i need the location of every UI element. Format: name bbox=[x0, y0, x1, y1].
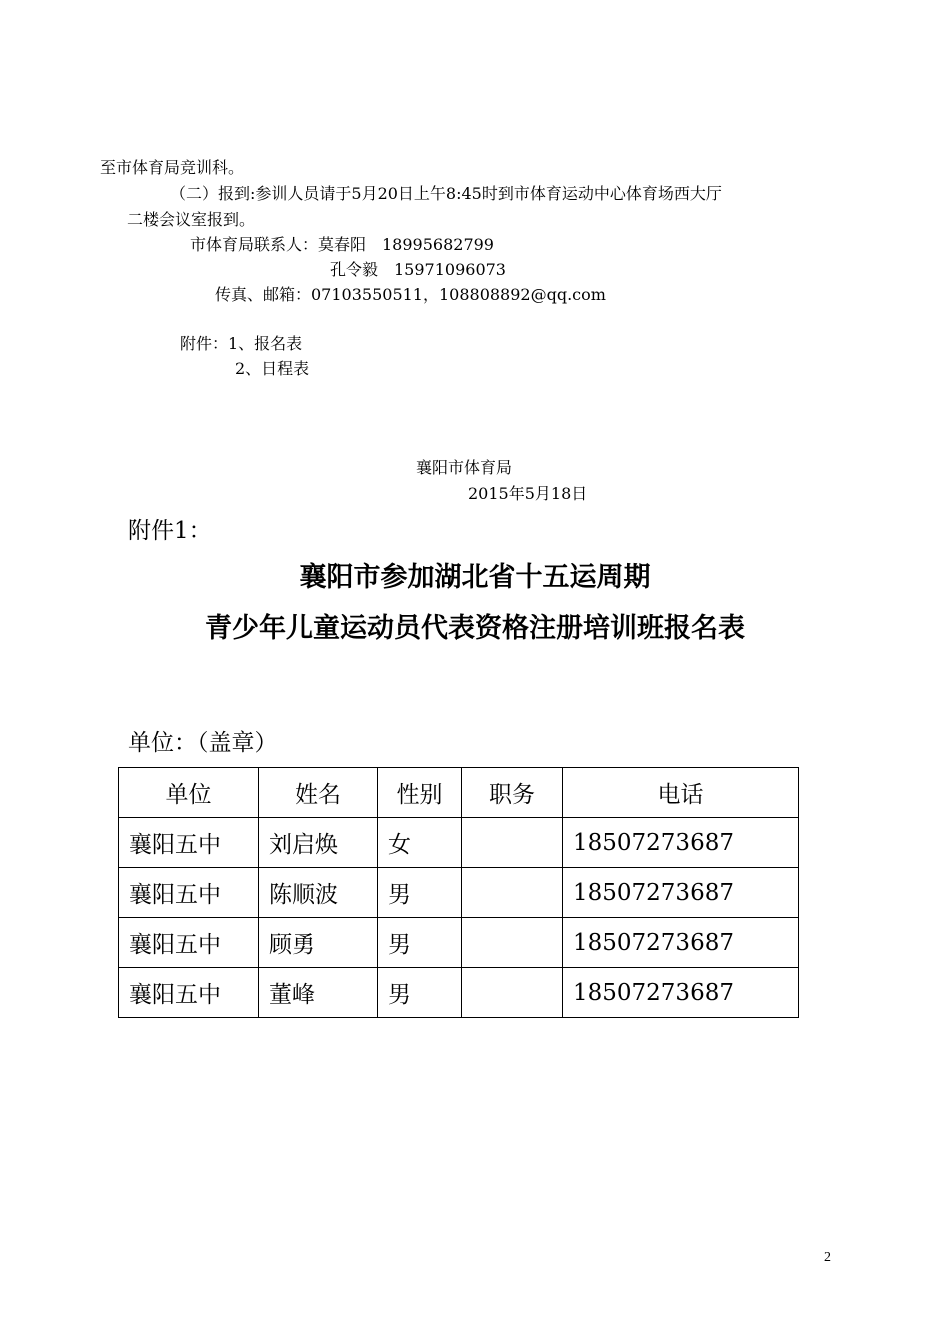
cell-gender: 女 bbox=[378, 818, 462, 868]
cell-unit: 襄阳五中 bbox=[119, 968, 259, 1018]
fax-email: 传真、邮箱：07103550511，108808892@qq.com bbox=[215, 285, 606, 304]
form-title-line-1: 襄阳市参加湖北省十五运周期 bbox=[299, 562, 651, 593]
table-row bbox=[119, 968, 799, 1018]
attachments-line-2: 2、日程表 bbox=[235, 359, 310, 378]
cell-gender: 男 bbox=[378, 868, 462, 918]
cell-unit: 襄阳五中 bbox=[119, 918, 259, 968]
cell-position bbox=[462, 818, 563, 868]
notice-line-3: 二楼会议室报到。 bbox=[127, 210, 256, 229]
table-row bbox=[119, 918, 799, 968]
cell-name: 顾勇 bbox=[259, 918, 378, 968]
cell-name: 董峰 bbox=[259, 968, 378, 1018]
form-title-line-2: 青少年儿童运动员代表资格注册培训班报名表 bbox=[205, 613, 745, 644]
header-gender: 性别 bbox=[378, 768, 462, 818]
cell-phone: 18507273687 bbox=[563, 968, 799, 1018]
registration-table bbox=[118, 767, 799, 1018]
cell-position bbox=[462, 968, 563, 1018]
cell-unit: 襄阳五中 bbox=[119, 818, 259, 868]
cell-name: 刘启焕 bbox=[259, 818, 378, 868]
header-unit: 单位 bbox=[119, 768, 259, 818]
attachment-label: 附件1： bbox=[128, 518, 212, 544]
header-position: 职务 bbox=[462, 768, 563, 818]
cell-position bbox=[462, 918, 563, 968]
contact-2: 孔令毅 15971096073 bbox=[330, 260, 506, 279]
unit-stamp-label: 单位：（盖章） bbox=[128, 730, 278, 756]
issue-date: 2015年5月18日 bbox=[468, 484, 588, 503]
table-row bbox=[119, 868, 799, 918]
cell-phone: 18507273687 bbox=[563, 818, 799, 868]
notice-line-1: 至市体育局竞训科。 bbox=[100, 158, 245, 177]
issuer: 襄阳市体育局 bbox=[416, 458, 513, 477]
header-name: 姓名 bbox=[259, 768, 378, 818]
page-number: 2 bbox=[824, 1250, 831, 1265]
cell-name: 陈顺波 bbox=[259, 868, 378, 918]
cell-phone: 18507273687 bbox=[563, 868, 799, 918]
cell-unit: 襄阳五中 bbox=[119, 868, 259, 918]
cell-position bbox=[462, 868, 563, 918]
cell-gender: 男 bbox=[378, 918, 462, 968]
table-row bbox=[119, 818, 799, 868]
contact-1: 市体育局联系人：莫春阳 18995682799 bbox=[190, 235, 494, 254]
notice-line-2: （二）报到:参训人员请于5月20日上午8:45时到市体育运动中心体育场西大厅 bbox=[170, 184, 722, 203]
cell-phone: 18507273687 bbox=[563, 918, 799, 968]
cell-gender: 男 bbox=[378, 968, 462, 1018]
header-phone: 电话 bbox=[563, 768, 799, 818]
table-header-row bbox=[119, 768, 799, 818]
attachments-line-1: 附件：1、报名表 bbox=[180, 334, 303, 353]
